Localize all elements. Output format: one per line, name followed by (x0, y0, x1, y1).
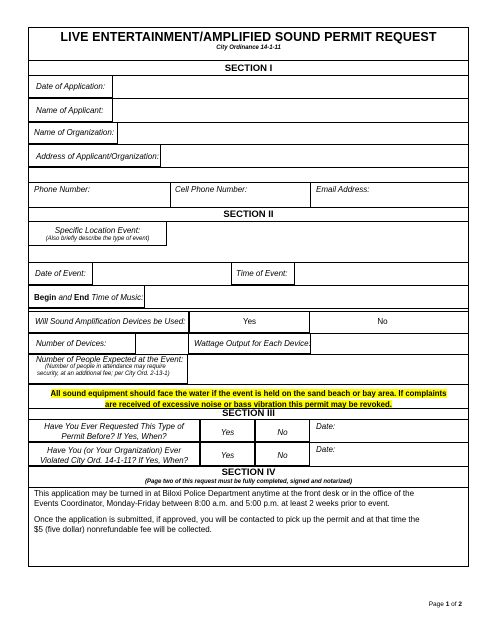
q2-yes-label: Yes (220, 451, 235, 460)
amplification-label: Will Sound Amplification Devices be Used: (35, 317, 186, 326)
fee-paragraph (34, 515, 464, 535)
and-word: and (56, 293, 75, 302)
time-of-event-label: Time of Event: (236, 269, 288, 278)
section-3-heading: SECTION III (222, 408, 275, 419)
amplification-no-label: No (377, 317, 388, 326)
date-of-application-field[interactable] (113, 76, 468, 97)
submission-paragraph (34, 489, 464, 509)
location-label: Specific Location Event: (54, 226, 141, 235)
section-2-heading: SECTION II (223, 209, 274, 220)
q1-line1: Have You Ever Requested This Type of (44, 422, 184, 431)
address-label: Address of Applicant/Organization: (36, 152, 159, 161)
divider (28, 207, 469, 208)
cell-phone-field[interactable] (171, 193, 309, 206)
end-word: End (74, 293, 90, 302)
num-people-label: Number of People Expected at the Event: (36, 355, 184, 364)
cell-phone-label: Cell Phone Number: (175, 185, 248, 194)
name-of-applicant-field[interactable] (113, 99, 468, 121)
time-of-event-field[interactable] (295, 263, 468, 284)
page-number (429, 601, 462, 608)
name-of-applicant-label: Name of Applicant: (36, 106, 104, 115)
music-time-label (34, 293, 143, 302)
phone-field[interactable] (29, 193, 169, 206)
num-people-note-line1: (Number of people in attendance may require (45, 364, 166, 370)
fee-line2: $5 (five dollar) nonrefundable fee will be collected. (34, 525, 212, 534)
date-of-application-label: Date of Application: (36, 82, 106, 91)
music-time-field[interactable] (145, 286, 468, 307)
divider (28, 182, 469, 183)
date-of-event-field[interactable] (93, 263, 231, 284)
of-word: of (449, 601, 459, 608)
amplification-yes-label: Yes (242, 317, 257, 326)
email-label: Email Address: (316, 185, 370, 194)
q1-date-field[interactable] (311, 420, 468, 441)
q1-no-label: No (277, 428, 288, 437)
num-people-field[interactable] (188, 355, 468, 383)
time-of-music-word: Time of Music: (89, 293, 144, 302)
q2-date-label: Date: (316, 445, 336, 454)
divider (28, 167, 469, 168)
num-devices-label: Number of Devices: (36, 339, 107, 348)
begin-word: Begin (34, 293, 57, 302)
q2-no-label: No (277, 451, 288, 460)
form-title: LIVE ENTERTAINMENT/AMPLIFIED SOUND PERMIT REQUEST (60, 30, 437, 44)
submission-line2: Events Coordinator, Monday-Friday between 8:00 a.m. and 5:00 p.m. at least 2 weeks prior to event. (34, 499, 390, 508)
q2-date-field[interactable] (311, 443, 468, 465)
page-word: Page (428, 601, 446, 608)
address-field[interactable] (161, 145, 468, 166)
page-current: 1 (445, 601, 450, 608)
num-devices-field[interactable] (136, 334, 188, 353)
wattage-label: Wattage Output for Each Device: (194, 339, 311, 348)
location-field[interactable] (167, 222, 468, 245)
name-of-organization-field[interactable] (118, 123, 468, 143)
q1-line2: Permit Before? If Yes, When? (61, 432, 167, 441)
sound-equipment-warning (30, 388, 467, 410)
q1-yes-label: Yes (220, 428, 235, 437)
divider (28, 60, 469, 61)
section-4-heading: SECTION IV (221, 467, 276, 478)
divider (28, 384, 469, 385)
date-of-event-label: Date of Event: (35, 269, 86, 278)
warning-line1: All sound equipment should face the water if the event is held on the sand beach or bay area. If complaints (50, 389, 447, 398)
phone-label: Phone Number: (34, 185, 91, 194)
submission-line1: This application may be turned in at Biloxi Police Department anytime at the front desk or in the office of the (34, 489, 415, 498)
location-note: (Also briefly describe the type of event) (45, 236, 150, 242)
warning-line2: are received of excessive noise or bass vibration this permit may be revoked. (105, 400, 392, 409)
email-field[interactable] (311, 193, 468, 206)
divider (28, 487, 469, 488)
divider (28, 308, 469, 309)
fee-line1: Once the application is submitted, if approved, you will be contacted to pick up the permit and at that time the (34, 515, 420, 524)
wattage-field[interactable] (311, 334, 468, 353)
section-1-heading: SECTION I (224, 63, 273, 74)
ordinance-subtitle: City Ordinance 14-1-11 (216, 45, 281, 51)
section-4-note: (Page two of this request must be fully completed, signed and notarized) (144, 479, 353, 485)
q1-date-label: Date: (316, 422, 336, 431)
name-of-organization-label: Name of Organization: (34, 128, 115, 137)
page-total: 2 (458, 601, 462, 608)
num-people-note-line2: security, at an additional fee; per City Ord. 2-13-1) (37, 371, 170, 377)
q2-line2: Violated City Ord. 14-1-11? If Yes, When? (39, 456, 189, 465)
q2-line1: Have You (or Your Organization) Ever (47, 446, 181, 455)
